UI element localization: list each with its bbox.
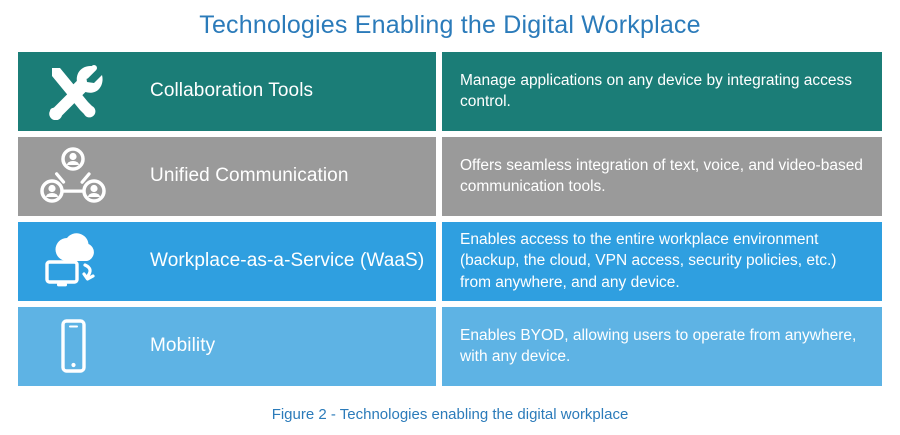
row-description-cell bbox=[442, 137, 882, 216]
smartphone-icon bbox=[53, 317, 93, 375]
row-description: Enables BYOD, allowing users to operate from anywhere, with any device. bbox=[460, 326, 857, 365]
row-label: Unified Communication bbox=[128, 137, 436, 216]
users-network-icon bbox=[40, 147, 106, 205]
row-label: Collaboration Tools bbox=[128, 52, 436, 131]
row-label: Mobility bbox=[128, 307, 436, 386]
technology-rows bbox=[0, 52, 900, 386]
table-row bbox=[18, 222, 882, 301]
tools-icon bbox=[42, 62, 104, 120]
row-icon-cell bbox=[18, 307, 128, 386]
row-description: Enables access to the entire workplace environment (backup, the cloud, VPN access, security policies, etc.) from anywhere, and any device. bbox=[460, 230, 837, 291]
row-icon-cell bbox=[18, 52, 128, 131]
row-description-cell bbox=[442, 52, 882, 131]
row-icon-cell bbox=[18, 137, 128, 216]
row-description: Offers seamless integration of text, voice, and video-based communication tools. bbox=[460, 156, 863, 195]
table-row bbox=[18, 307, 882, 386]
cloud-computer-icon bbox=[41, 232, 105, 290]
figure-caption: Figure 2 - Technologies enabling the digital workplace bbox=[271, 405, 629, 423]
table-row bbox=[18, 52, 882, 131]
row-label: Workplace-as-a-Service (WaaS) bbox=[128, 222, 436, 301]
table-row bbox=[18, 137, 882, 216]
row-description-cell bbox=[442, 307, 882, 386]
page-title: Technologies Enabling the Digital Workplace bbox=[199, 11, 701, 39]
row-icon-cell bbox=[18, 222, 128, 301]
row-description: Manage applications on any device by integrating access control. bbox=[460, 71, 853, 110]
row-description-cell bbox=[442, 222, 882, 301]
